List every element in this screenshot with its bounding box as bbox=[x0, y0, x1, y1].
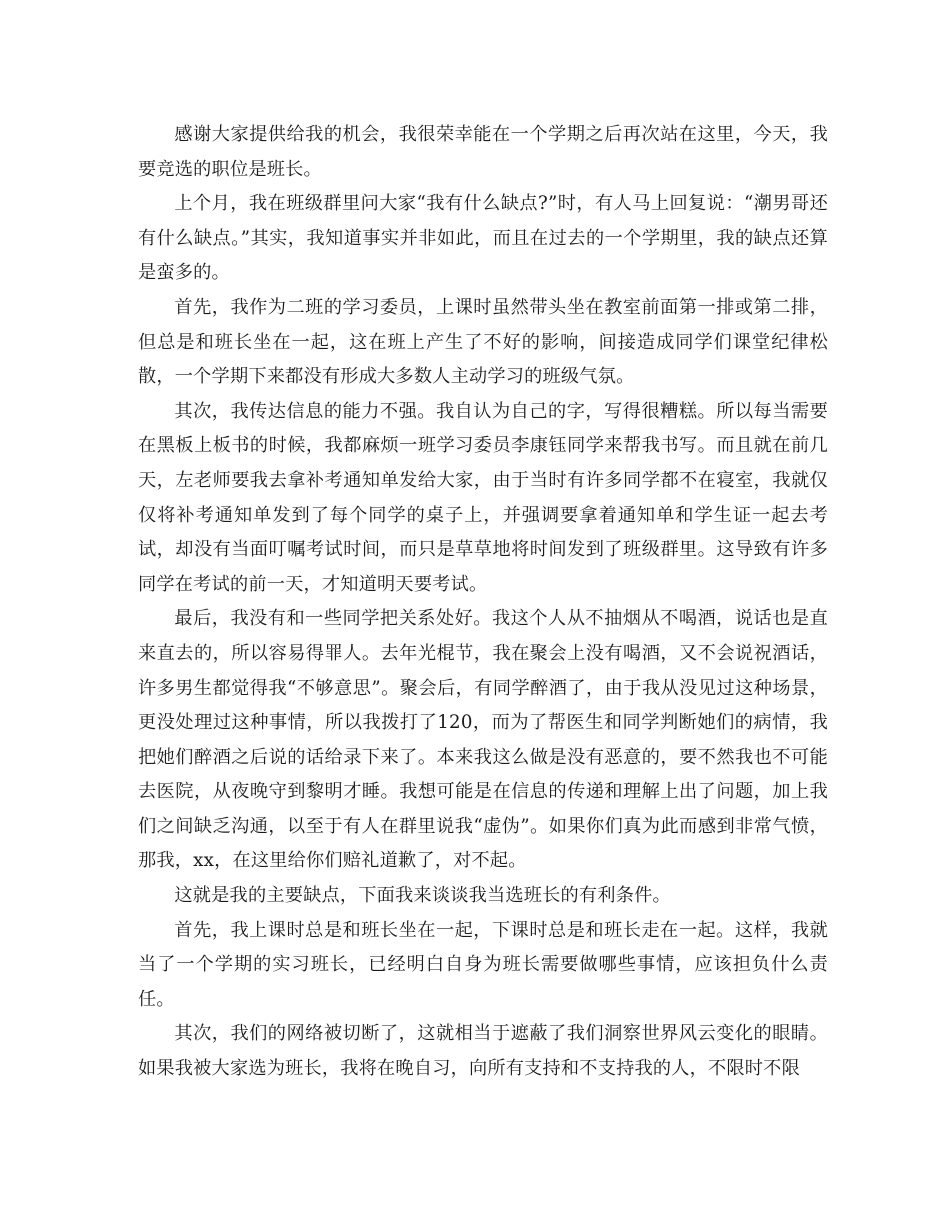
paragraph-first-advantage: 首先，我上课时总是和班长坐在一起，下课时总是和班长走在一起。这样，我就当了一个学期的实习班长，已经明白自身为班长需要做哪些事情，应该担负什么责任。 bbox=[138, 919, 828, 1010]
document-body bbox=[138, 118, 828, 1087]
paragraph-transition: 这就是我的主要缺点，下面我来谈谈我当选班长的有利条件。 bbox=[174, 885, 671, 907]
paragraph-third-shortcoming: 最后，我没有和一些同学把关系处好。我这个人从不抽烟从不喝酒，说话也是直来直去的，所以容易得罪人。去年光棍节，我在聚会上没有喝酒，又不会说祝酒话，许多男生都觉得我“不够意思”。聚会后，有同学醉酒了，由于我从没见过这种场景，更没处理过这种事情，所以我拨打了120，而为了帮医生和同学判断她们的病情，我把她们醉酒之后说的话给录下来了。本来我这么做是没有恶意的，要不然我也不可能去医院，从夜晚守到黎明才睡。我想可能是在信息的传递和理解上出了问题，加上我们之间缺乏沟通，以至于有人在群里说我“虚伪”。如果你们真为此而感到非常气愤，那我，xx，在这里给你们赔礼道歉了，对不起。 bbox=[138, 608, 828, 872]
paragraph-second-shortcoming: 其次，我传达信息的能力不强。我自认为自己的字，写得很糟糕。所以每当需要在黑板上板书的时候，我都麻烦一班学习委员李康钰同学来帮我书写。而且就在前几天，左老师要我去拿补考通知单发给大家，由于当时有许多同学都不在寝室，我就仅仅将补考通知单发到了每个同学的桌子上，并强调要拿着通知单和学生证一起去考试，却没有当面叮嘱考试时间，而只是草草地将时间发到了班级群里。这导致有许多同学在考试的前一天，才知道明天要考试。 bbox=[138, 400, 828, 595]
paragraph-second-advantage: 其次，我们的网络被切断了，这就相当于遮蔽了我们洞察世界风云变化的眼睛。如果我被大家选为班长，我将在晚自习，向所有支持和不支持我的人，不限时不限 bbox=[138, 1023, 828, 1080]
paragraph-intro: 感谢大家提供给我的机会，我很荣幸能在一个学期之后再次站在这里，今天，我要竞选的职位是班长。 bbox=[138, 124, 828, 180]
paragraph-shortcomings-question: 上个月，我在班级群里问大家“我有什么缺点?”时，有人马上回复说：“潮男哥还有什么缺点。”其实，我知道事实并非如此，而且在过去的一个学期里，我的缺点还算是蛮多的。 bbox=[138, 193, 828, 284]
paragraph-first-shortcoming: 首先，我作为二班的学习委员，上课时虽然带头坐在教室前面第一排或第二排，但总是和班长坐在一起，这在班上产生了不好的影响，间接造成同学们课堂纪律松散，一个学期下来都没有形成大多数人主动学习的班级气氛。 bbox=[138, 296, 828, 388]
